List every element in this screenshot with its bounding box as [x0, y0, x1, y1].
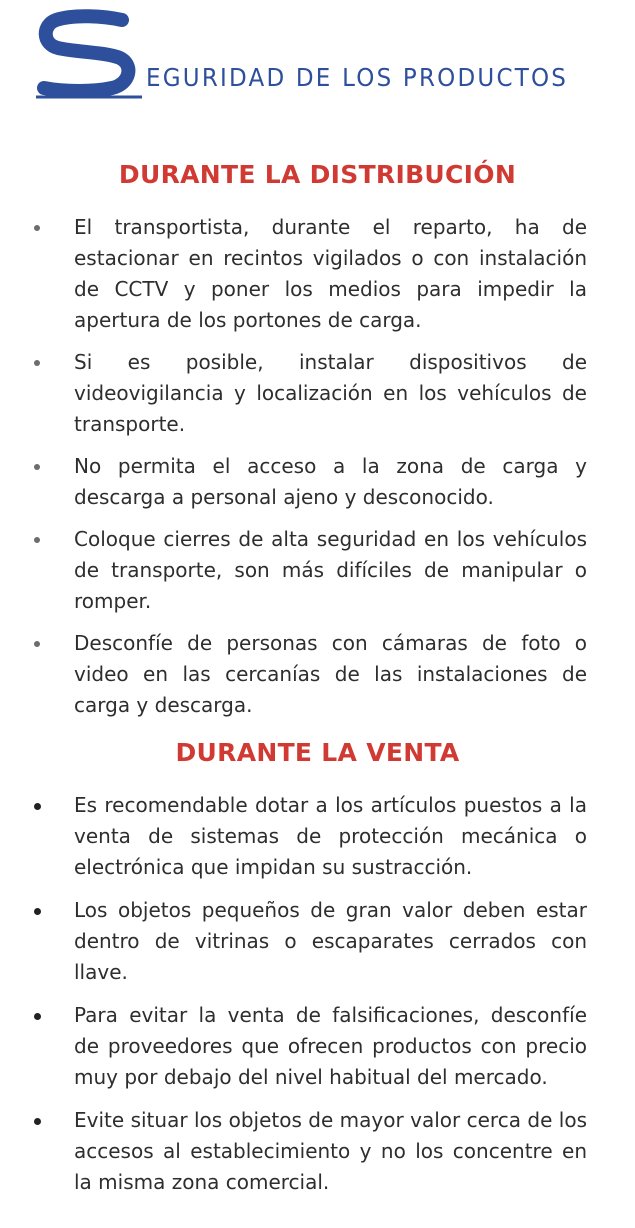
bullet-icon [34, 464, 40, 470]
bullet-icon [34, 225, 40, 231]
list-item: Los objetos pequeños de gran valor deben estar dentro de vitrinas o escaparates cerrados con llave. [0, 895, 635, 988]
logo-s-icon [34, 8, 144, 100]
distribution-list [0, 212, 635, 721]
bullet-icon [34, 1118, 41, 1125]
list-item: Si es posible, instalar dispositivos de videovigilancia y localización en los vehículos de transporte. [0, 347, 635, 440]
bullet-icon [34, 537, 40, 543]
bullet-icon [34, 1013, 41, 1020]
section-title-sale: DURANTE LA VENTA [175, 738, 460, 767]
section-title-distribution: DURANTE LA DISTRIBUCIÓN [118, 160, 517, 189]
bullet-icon [34, 908, 41, 915]
list-item: El transportista, durante el reparto, ha de estacionar en recintos vigilados o con instalación de CCTV y poner los medios para impedir la apertura de los portones de carga. [0, 212, 635, 336]
list-item: Para evitar la venta de falsificaciones, desconfíe de proveedores que ofrecen productos con precio muy por debajo del nivel habitual del mercado. [0, 1000, 635, 1093]
header-title: EGURIDAD DE LOS PRODUCTOS [146, 63, 569, 92]
list-item: No permita el acceso a la zona de carga y descarga a personal ajeno y desconocido. [0, 451, 635, 513]
sale-list [0, 790, 635, 1198]
bullet-icon [34, 360, 40, 366]
bullet-icon [34, 803, 41, 810]
page-header [34, 8, 594, 108]
list-item: Evite situar los objetos de mayor valor cerca de los accesos al establecimiento y no los concentre en la misma zona comercial. [0, 1105, 635, 1198]
list-item: Coloque cierres de alta seguridad en los vehículos de transporte, son más difíciles de manipular o romper. [0, 524, 635, 617]
list-item: Es recomendable dotar a los artículos puestos a la venta de sistemas de protección mecánica o electrónica que impidan su sustracción. [0, 790, 635, 883]
bullet-icon [34, 641, 40, 647]
list-item: Desconfíe de personas con cámaras de foto o video en las cercanías de las instalaciones de carga y descarga. [0, 628, 635, 721]
